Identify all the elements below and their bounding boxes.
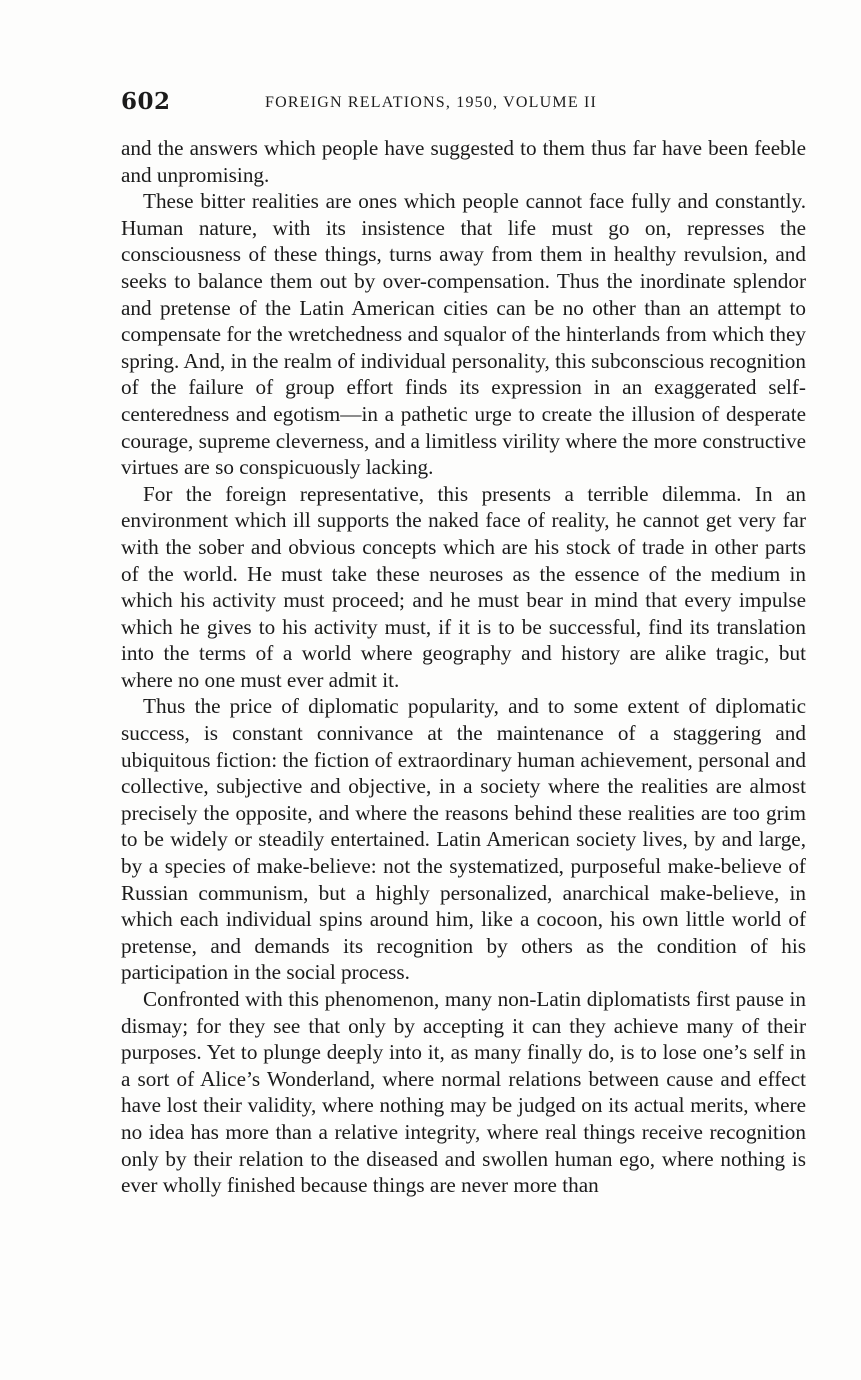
paragraph: Confronted with this phenomenon, many non-Latin diplomatists first pause in dismay; for they see that only by accepting it can they achieve many of their purposes. Yet to plunge deeply into it, as many finally do, is to lose one’s self in a sort of Alice’s Wonderland, where normal relations between cause and effect have lost their validity, where nothing may be judged on its actual merits, where no idea has more than a relative integrity, where real things receive recognition only by their relation to the diseased and swollen human ego, where nothing is ever wholly finished because things are never more than	[121, 987, 806, 1198]
page-number: 602	[121, 88, 171, 115]
running-head	[121, 88, 806, 120]
paragraph: For the foreign representative, this presents a terrible dilemma. In an environment which ill supports the naked face of reality, he cannot get very far with the sober and obvious concepts which are his stock of trade in other parts of the world. He must take these neuroses as the essence of the medium in which his activity must proceed; and he must bear in mind that every impulse which he gives to his activity must, if it is to be successful, find its translation into the terms of a world where geography and history are alike tragic, but where no one must ever admit it.	[121, 481, 806, 692]
body-text	[121, 135, 806, 1199]
paragraph-continued: and the answers which people have suggested to them thus far have been feeble and unpromising.	[121, 136, 806, 187]
paragraph: These bitter realities are ones which people cannot face fully and constantly. Human nature, with its insistence that life must go on, represses the consciousness of these things, turns away from them in healthy revulsion, and seeks to balance them out by over-compensation. Thus the inordinate splendor and pretense of the Latin American cities can be no other than an attempt to compensate for the wretchedness and squalor of the hinterlands from which they spring. And, in the realm of individual personality, this subconscious recognition of the failure of group effort finds its expression in an exaggerated self-centeredness and egotism—in a pathetic urge to create the illusion of desperate courage, supreme cleverness, and a limitless virility where the more constructive virtues are so conspicuously lacking.	[121, 189, 806, 480]
running-title: FOREIGN RELATIONS, 1950, VOLUME II	[265, 94, 598, 111]
paragraph: Thus the price of diplomatic popularity, and to some extent of diplomatic success, is constant connivance at the maintenance of a staggering and ubiquitous fiction: the fiction of extraordinary human achievement, personal and collective, subjective and objective, in a society where the realities are almost precisely the opposite, and where the reasons behind these realities are too grim to be widely or steadily entertained. Latin American society lives, by and large, by a species of make-believe: not the systematized, purposeful make-believe of Russian communism, but a highly personalized, anarchical make-believe, in which each individual spins around him, like a cocoon, his own little world of pretense, and demands its recognition by others as the condition of his participation in the social process.	[121, 694, 806, 985]
